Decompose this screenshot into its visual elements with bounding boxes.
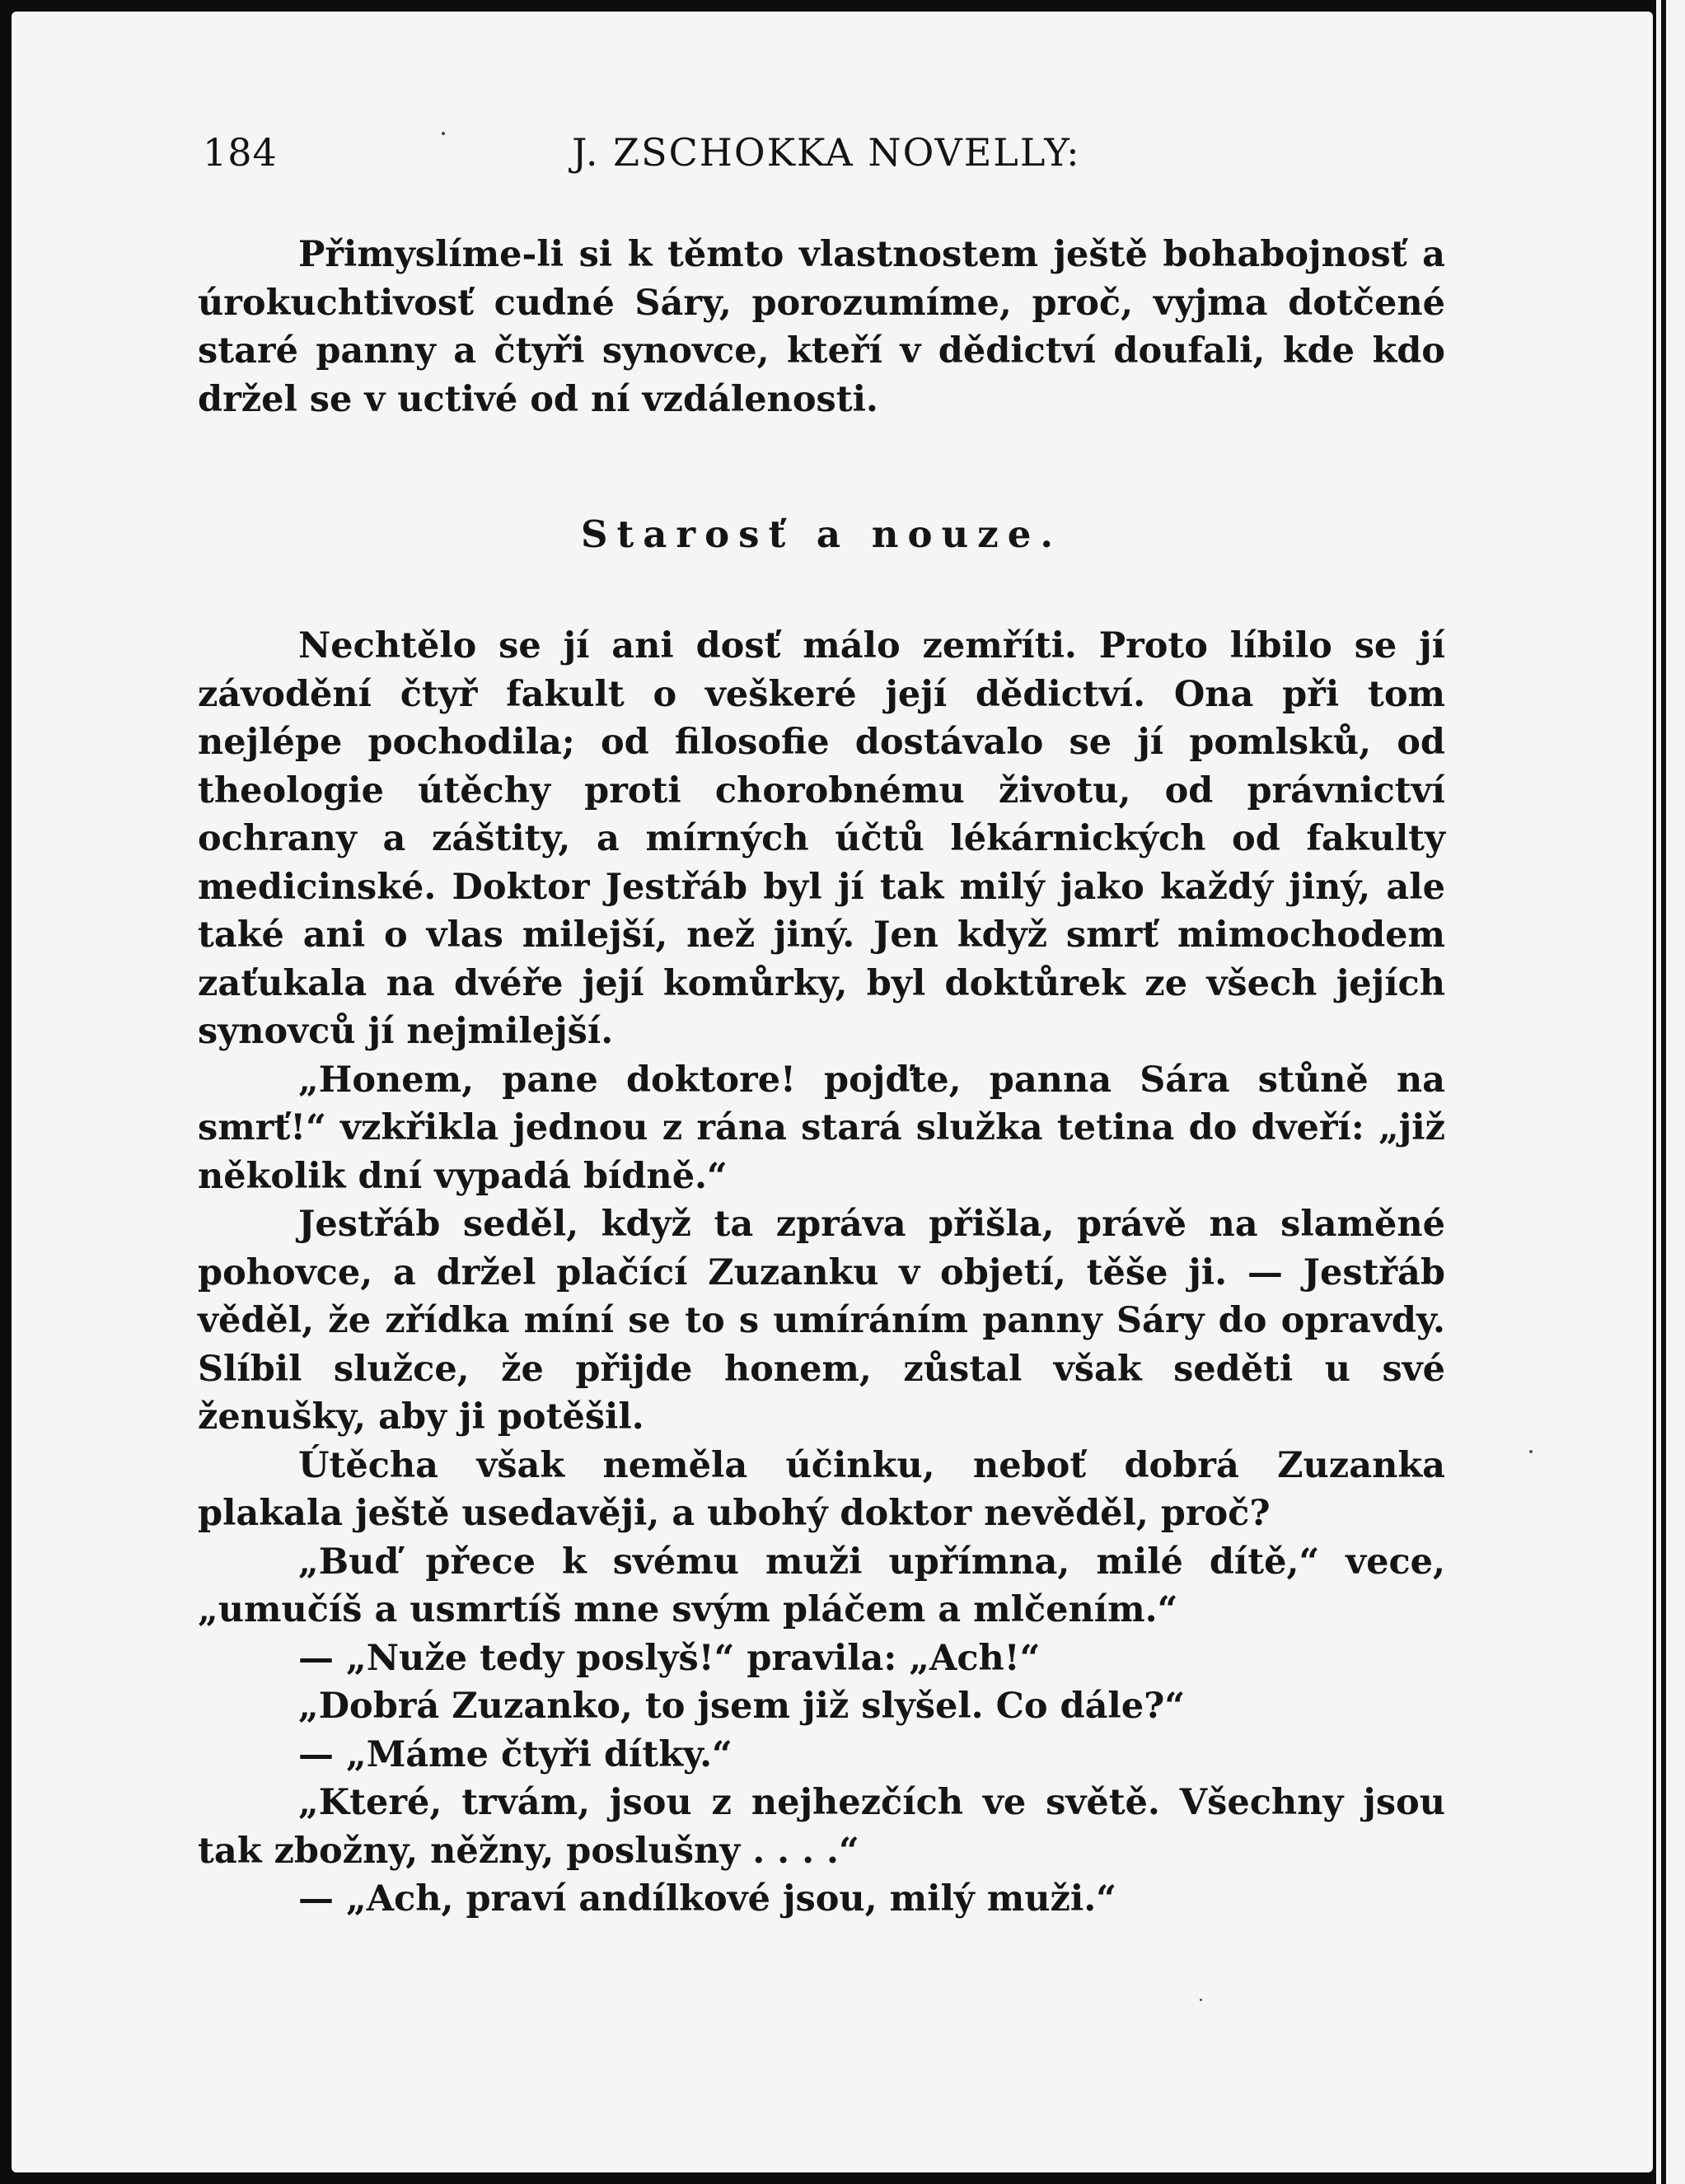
intro-text-block [198, 231, 1445, 423]
body-paragraph: Nechtělo se jí ani dosť málo zemříti. Proto líbilo se jí závodění čtyř fakult o veškeré její dědictví. Ona při tom nejlépe pochodila; od filosofie dostávalo se jí pomlsků, od theologie útěchy proti chorobnému životu, od právnictví ochrany a záštity, a mírných účtů lékárnických od fakulty medicinské. Doktor Jestřáb byl jí tak milý jako každý jiný, ale také ani o vlas milejší, než jiný. Jen když smrť mimochodem zaťukala na dvéře její komůrky, byl doktůrek ze všech jejích synovců jí nejmilejší. [198, 625, 1445, 1052]
body-paragraph: „Honem, pane doktore! pojďte, panna Sára stůně na smrť!“ vzkřikla jednou z rána stará služka tetina do dveří: „již několik dní vypadá bídně.“ [198, 1059, 1445, 1197]
print-speck [1529, 1450, 1533, 1453]
adjacent-page-border [1661, 0, 1666, 2184]
section-heading: Starosť a nouze. [580, 512, 1063, 556]
body-text-block [198, 622, 1445, 1924]
body-paragraph: „Dobrá Zuzanko, to jsem již slyšel. Co dále?“ [298, 1686, 1186, 1727]
body-paragraph: Útěcha však neměla účinku, neboť dobrá Zuzanka plakala ještě usedavěji, a ubohý doktor nevěděl, proč? [198, 1444, 1445, 1534]
body-paragraph: — „Ach, praví andílkové jsou, milý muži.“ [298, 1878, 1116, 1920]
body-paragraph: Jestřáb seděl, když ta zpráva přišla, právě na slaměné pohovce, a držel plačící Zuzanku v objetí, těše ji. — Jestřáb věděl, že zřídka míní se to s umíráním panny Sáry do opravdy. Slíbil služce, že přijde honem, zůstal však seděti u své ženušky, aby ji potěšil. [198, 1204, 1445, 1438]
running-header [203, 130, 1447, 180]
body-paragraph: — „Nuže tedy poslyš!“ pravila: „Ach!“ [298, 1637, 1041, 1679]
body-paragraph: — „Máme čtyři dítky.“ [298, 1733, 733, 1775]
page-number: 184 [203, 130, 278, 175]
body-paragraph: „Buď přece k svému muži upřímna, milé dítě,“ vece, „umučíš a usmrtíš mne svým pláčem a mlčením.“ [198, 1541, 1445, 1630]
print-speck [1200, 1999, 1202, 2001]
intro-paragraph: Přimyslíme-li si k těmto vlastnostem ještě bohabojnosť a úrokuchtivosť cudné Sáry, porozumíme, proč, vyjma dotčené staré panny a čtyři synovce, kteří v dědictví doufali, kde kdo držel se v uctivé od ní vzdálenosti. [198, 234, 1445, 420]
body-paragraph: „Které, trvám, jsou z nejhezčích ve světě. Všechny jsou tak zbožny, něžny, poslušny . . . .“ [198, 1782, 1445, 1872]
running-title: J. ZSCHOKKA NOVELLY: [572, 130, 1081, 175]
